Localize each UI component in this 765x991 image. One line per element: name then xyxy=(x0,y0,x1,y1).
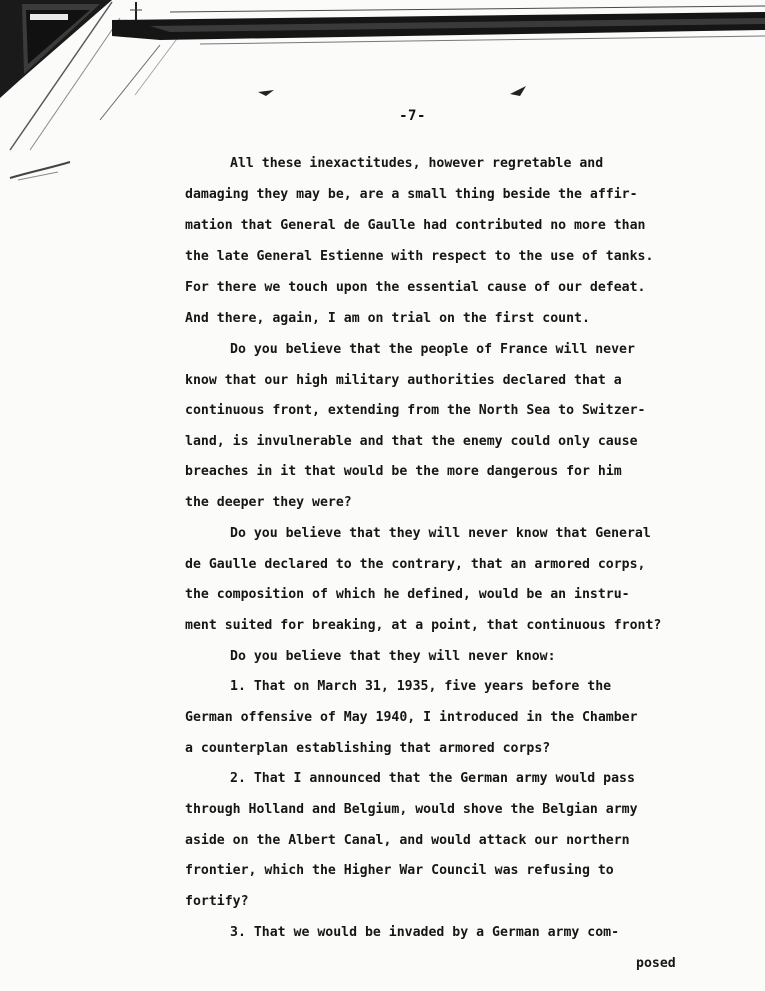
text-line: 3. That we would be invaded by a German army com- xyxy=(230,925,620,940)
text-line: de Gaulle declared to the contrary, that an armored corps, xyxy=(185,557,646,572)
page-number: -7- xyxy=(399,108,426,124)
text-line: aside on the Albert Canal, and would attack our northern xyxy=(185,833,630,848)
text-line: mation that General de Gaulle had contributed no more than xyxy=(185,218,646,233)
text-line: frontier, which the Higher War Council was refusing to xyxy=(185,863,614,878)
text-line: continuous front, extending from the North Sea to Switzer- xyxy=(185,403,646,418)
text-line: fortify? xyxy=(185,894,249,909)
text-line: Do you believe that the people of France will never xyxy=(230,342,635,357)
text-line: the deeper they were? xyxy=(185,495,352,510)
catchword: posed xyxy=(636,956,676,971)
text-line: through Holland and Belgium, would shove the Belgian army xyxy=(185,802,638,817)
text-line: And there, again, I am on trial on the first count. xyxy=(185,311,590,326)
text-line: ment suited for breaking, at a point, that continuous front? xyxy=(185,618,662,633)
text-line: 2. That I announced that the German army would pass xyxy=(230,771,635,786)
text-line: 1. That on March 31, 1935, five years before the xyxy=(230,679,612,694)
text-line: know that our high military authorities declared that a xyxy=(185,373,622,388)
text-line: damaging they may be, are a small thing beside the affir- xyxy=(185,187,638,202)
text-line: the late General Estienne with respect to the use of tanks. xyxy=(185,249,654,264)
text-line: land, is invulnerable and that the enemy could only cause xyxy=(185,434,638,449)
text-line: a counterplan establishing that armored corps? xyxy=(185,741,551,756)
text-line: Do you believe that they will never know: xyxy=(230,649,556,664)
text-line: Do you believe that they will never know that General xyxy=(230,526,651,541)
text-line: For there we touch upon the essential cause of our defeat. xyxy=(185,280,646,295)
text-line: German offensive of May 1940, I introduced in the Chamber xyxy=(185,710,638,725)
text-line: All these inexactitudes, however regretable and xyxy=(230,156,604,171)
text-line: breaches in it that would be the more dangerous for him xyxy=(185,464,622,479)
text-line: the composition of which he defined, would be an instru- xyxy=(185,587,630,602)
